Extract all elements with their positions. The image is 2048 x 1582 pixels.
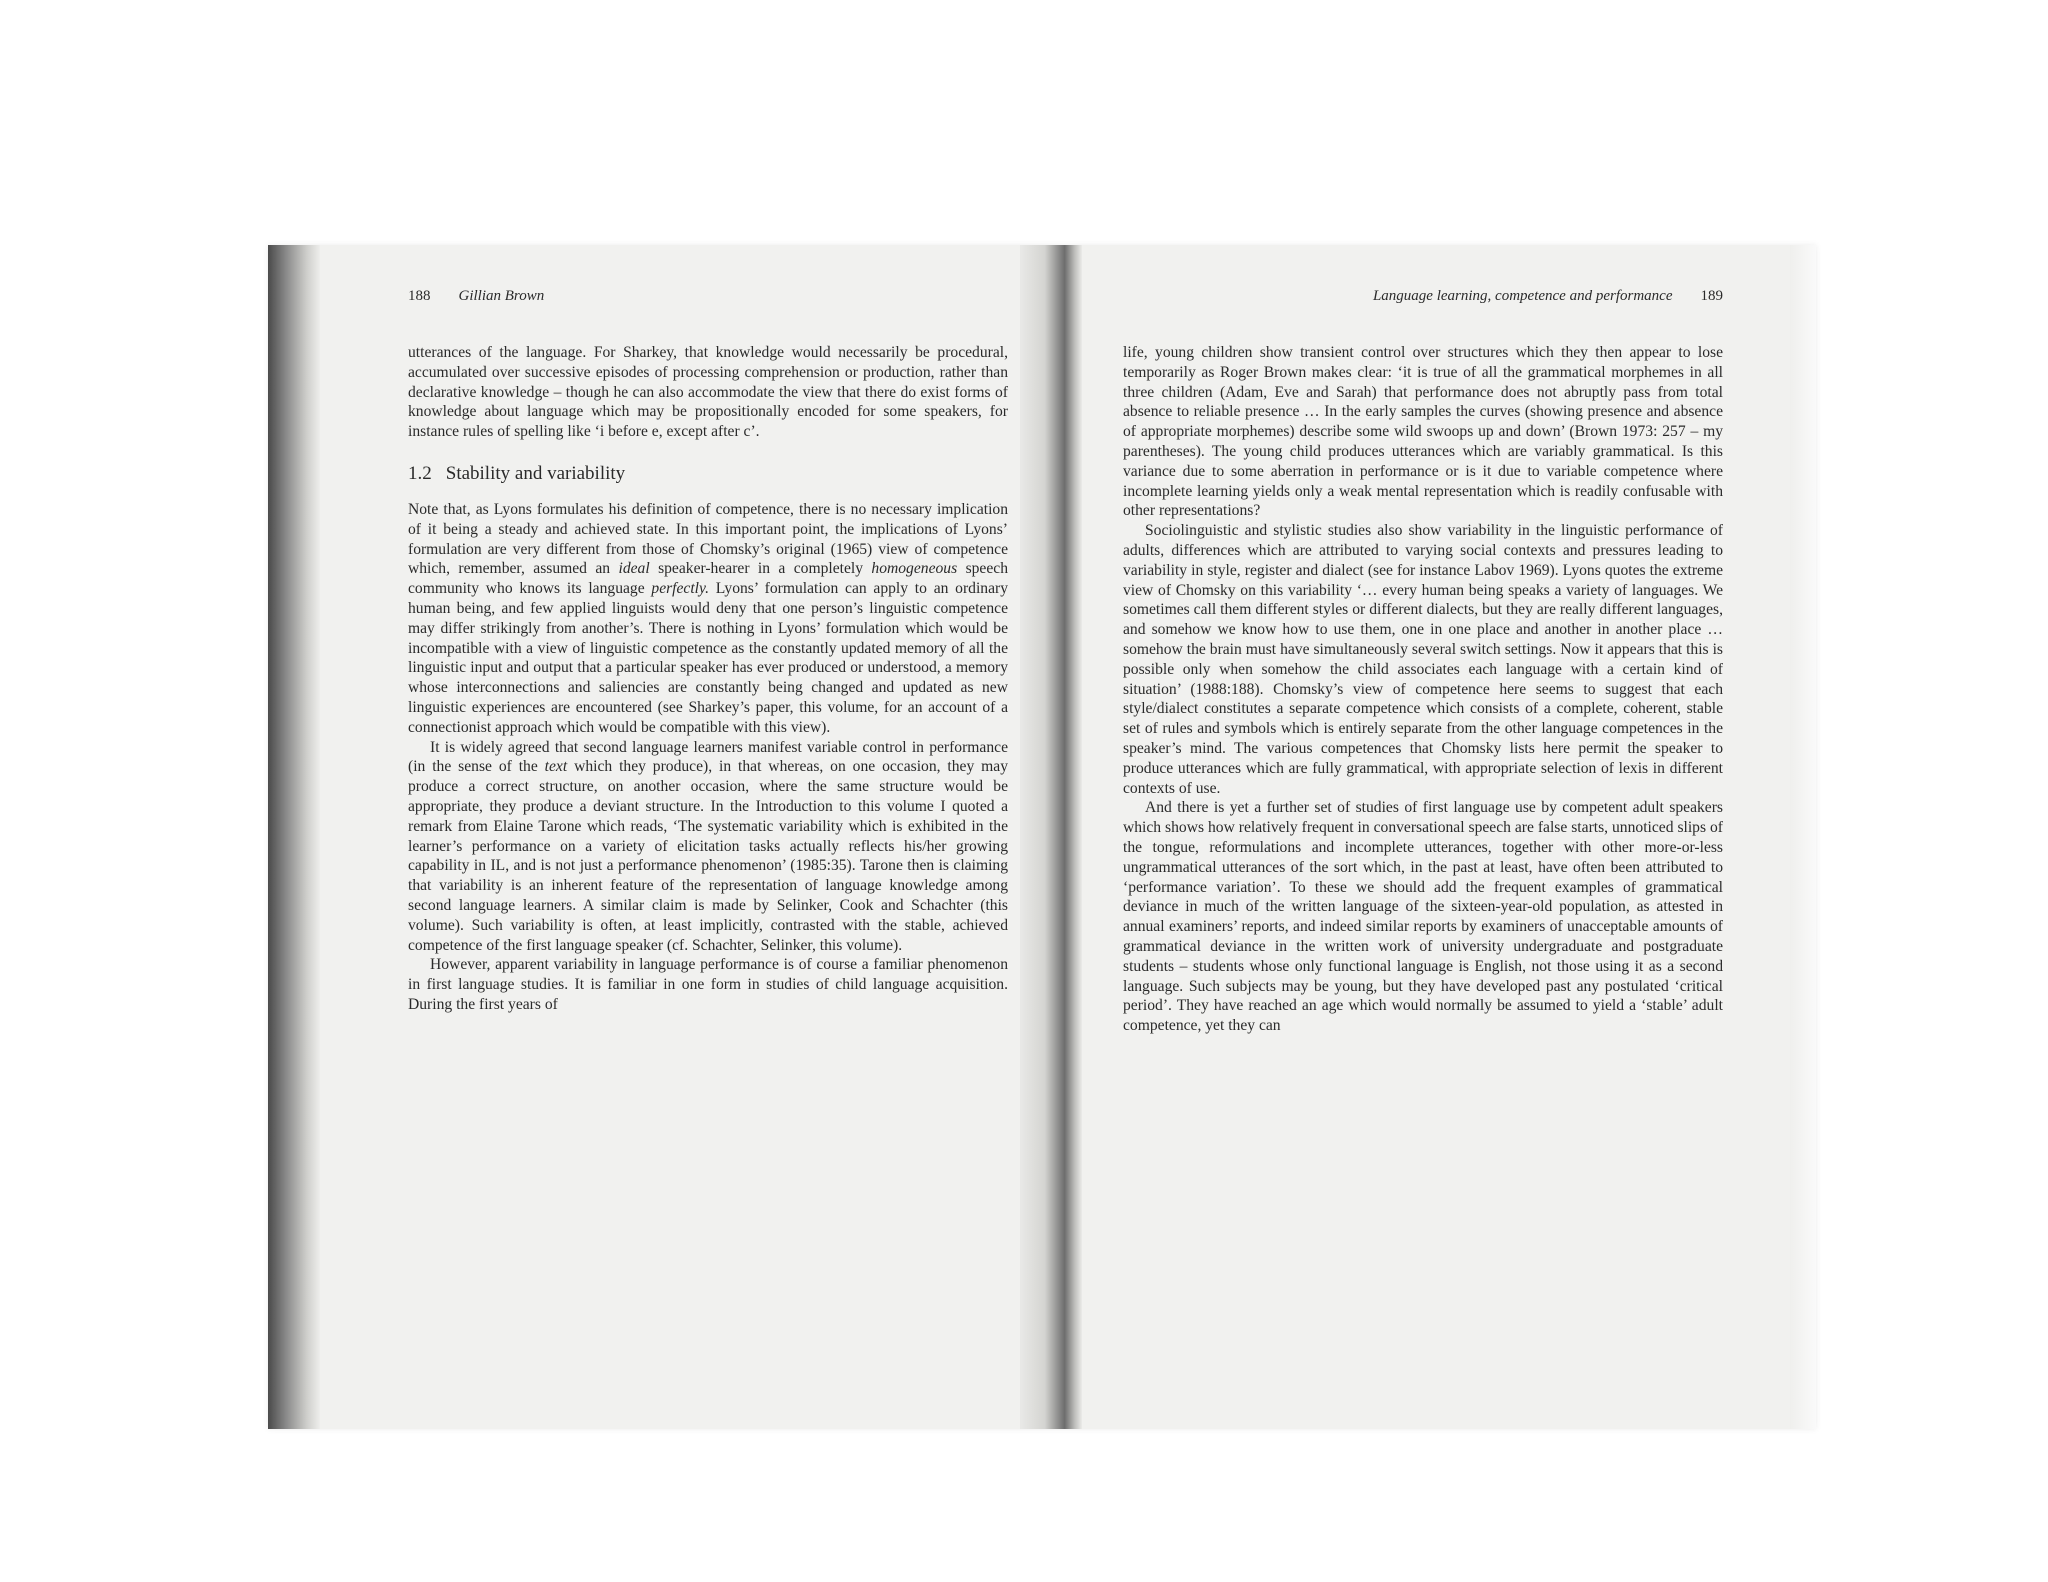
text-run: speaker-hearer in a completely	[649, 560, 872, 578]
section-number: 1.2	[408, 462, 432, 484]
italic-text: ideal	[618, 560, 650, 578]
running-head-author: Gillian Brown	[458, 288, 545, 304]
italic-text: text	[544, 758, 568, 776]
section-heading	[408, 462, 1008, 486]
page-edge-shadow	[268, 245, 320, 1429]
page-number-left: 188	[408, 288, 431, 304]
left-running-head	[408, 287, 1008, 307]
paragraph: And there is yet a further set of studies of first language use by competent adult speakers which shows how relatively frequent in conversational speech are false starts, unnoticed slips of the tongue, reformulations and incomplete utterances, together with other more-or-less ungrammatical utterances of the sort which, in the past at least, have often been attributed to ‘performance variation’. To these we should add the frequent examples of grammatical deviance in much of the written language of the sixteen-year-old population, as attested in annual examiners’ reports, and indeed similar reports by examiners of unacceptable amounts of grammatical deviance in the written work of university undergraduate and postgraduate students – students whose only functional language is English, not those using it as a second language. Such subjects may be young, but they have developed past any postulated ‘critical period’. They have reached an age which would normally be assumed to yield a ‘stable’ adult competence, yet they can	[1123, 799, 1723, 1035]
page-number-right: 189	[1700, 288, 1723, 304]
page-edge-right	[1790, 245, 1816, 1429]
paragraph	[408, 738, 1008, 956]
paragraph: life, young children show transient control over structures which they then appear to lose temporarily as Roger Brown makes clear: ‘it is true of all the grammatical morphemes in all three children (Adam, Eve and Sarah) that performance does not abruptly pass from total absence to reliable presence … In the early samples the curves (showing presence and absence of appropriate morphemes) describe some wild swoops up and down’ (Brown 1973: 257 – my parentheses). The young child produces utterances which are variably grammatical. Is this variance due to some aberration in performance or is it due to variable competence where incomplete learning yields only a weak mental representation which is readily confusable with other representations?	[1123, 344, 1723, 520]
text-run: It is widely agreed that second language learners manifest variable control in performance (in the sense of the	[408, 738, 1008, 776]
text-run: which they produce), in that whereas, on one occasion, they may produce a correct structure, on another occasion, where the same structure would be appropriate, they produce a deviant structure. In the Introduction to this volume I quoted a remark from Elaine Tarone which reads, ‘The systematic variability which is exhibited in the learner’s performance on a variety of elicitation tasks actually reflects his/her growing capability in IL, and is not just a performance phenomenon’ (1985:35). Tarone then is claiming that variability is an inherent feature of the representation of language knowledge among second language learners. A similar claim is made by Selinker, Cook and Schachter (this volume). Such variability is often, at least implicitly, contrasted with the stable, achieved competence of the first language speaker (cf. Schachter, Selinker, this volume).	[408, 758, 1009, 954]
running-head-title: Language learning, competence and performance	[1372, 288, 1673, 304]
book-gutter	[1020, 245, 1082, 1429]
paragraph: Sociolinguistic and stylistic studies also show variability in the linguistic performance of adults, differences which are attributed to varying social contexts and pressures leading to variability in style, register and dialect (see for instance Labov 1969). Lyons quotes the extreme view of Chomsky on this variability ‘… every human being speaks a variety of languages. We sometimes call them different styles or different dialects, but they are really different languages, and somehow we know how to use them, one in one place and another in another place … somehow the brain must have simultaneously several switch settings. Now it appears that this is possible only when somehow the child associates each language with a certain kind of situation’ (1988:188). Chomsky’s view of competence here seems to suggest that each style/dialect constitutes a separate competence which consists of a complete, coherent, stable set of rules and symbols which is entirely separate from the other language competences in the speaker’s mind. The various competences that Chomsky lists here permit the speaker to produce utterances which are fully grammatical, with appropriate selection of lexis in different contexts of use.	[1123, 522, 1723, 797]
paragraph	[408, 500, 1008, 738]
text-run: Note that, as Lyons formulates his definition of competence, there is no necessary implication of it being a steady and achieved state. In this important point, the implications of Lyons’ formulation are very different from those of Chomsky’s original (1965) view of competence which, remember, assumed an	[408, 500, 1008, 578]
paragraph: utterances of the language. For Sharkey, that knowledge would necessarily be procedural, accumulated over successive episodes of processing comprehension or production, rather than declarative knowledge – though he can also accommodate the view that there do exist forms of knowledge about language which may be propositionally encoded for some speakers, for instance rules of spelling like ‘i before e, except after c’.	[408, 344, 1008, 441]
text-run: speech community who knows its language	[408, 560, 1008, 598]
paragraph: However, apparent variability in language performance is of course a familiar phenomenon in first language studies. It is familiar in one form in studies of child language acquisition. During the first years of	[408, 956, 1008, 1013]
right-page	[1123, 287, 1723, 1036]
text-run: Lyons’ formulation can apply to an ordinary human being, and few applied linguists would deny that one person’s linguistic competence may differ strikingly from another’s. There is nothing in Lyons’ formulation which would be incompatible with a view of linguistic competence as the constantly updated memory of all the linguistic input and output that a particular speaker has ever produced or understood, a memory whose interconnections and saliencies are constantly being changed and updated as new linguistic experiences are encountered (see Sharkey’s paper, this volume, for an account of a connectionist approach which would be compatible with this view).	[408, 580, 1008, 736]
italic-text: homogeneous	[871, 560, 958, 578]
right-running-head	[1123, 287, 1723, 307]
italic-text: perfectly.	[651, 580, 709, 598]
section-title: Stability and variability	[445, 462, 626, 484]
left-page	[408, 287, 1008, 1015]
